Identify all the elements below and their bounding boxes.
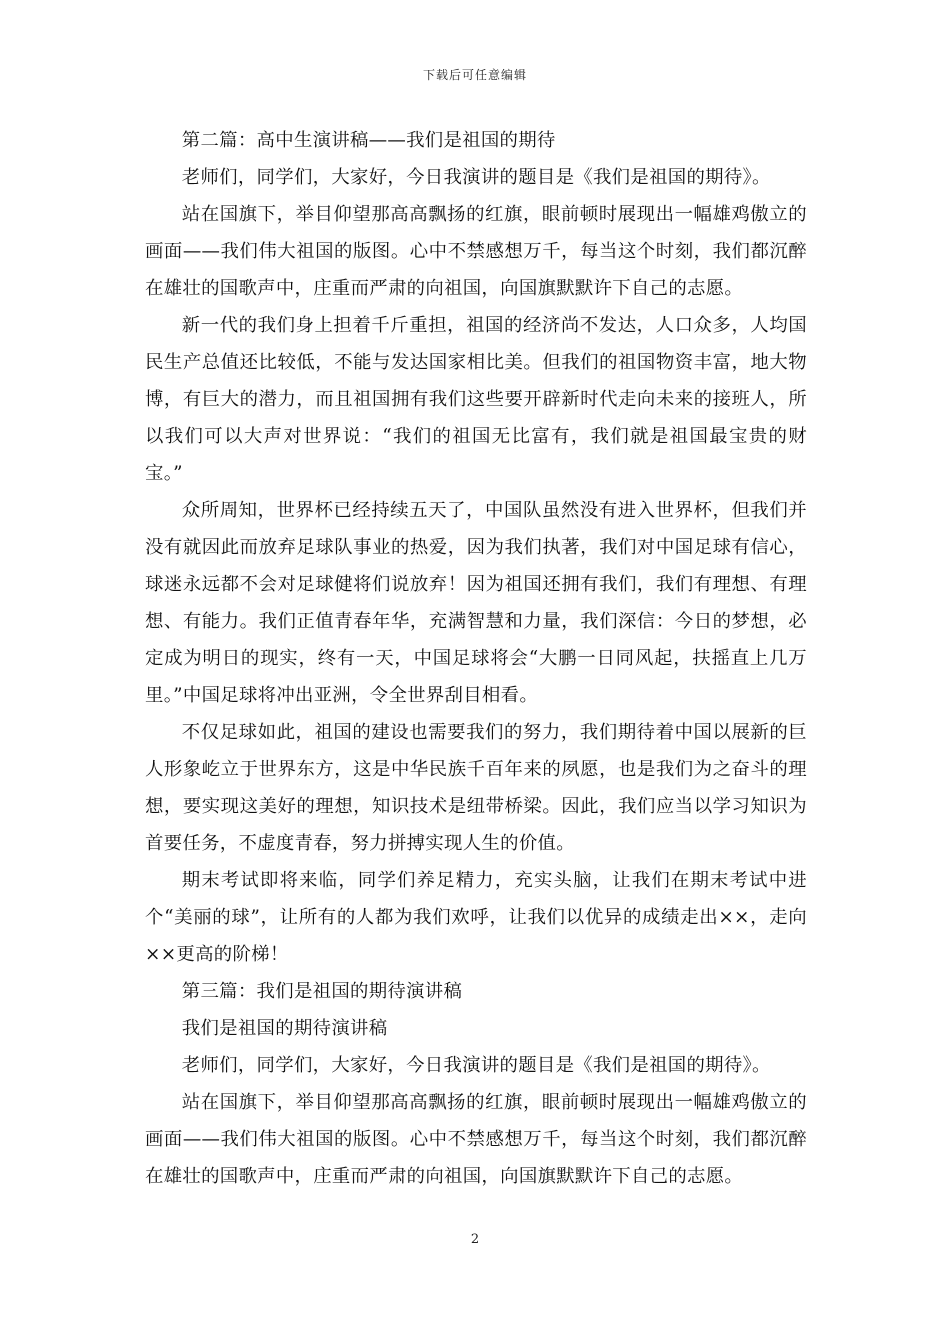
paragraph: 老师们，同学们，大家好，今日我演讲的题目是《我们是祖国的期待》。 xyxy=(181,167,771,188)
page-header-note: 下载后可任意编辑 xyxy=(422,68,527,82)
paragraph: 期末考试即将来临，同学们养足精力，充实头脑，让我们在期末考试中进个“美丽的球”，让所有的人都为我们欢呼，让我们以优异的成绩走出××，走向××更高的阶梯！ xyxy=(145,870,807,965)
page-number: 2 xyxy=(470,1232,480,1247)
paragraph: 站在国旗下，举目仰望那高高飘扬的红旗，眼前顿时展现出一幅雄鸡傲立的画面——我们伟大祖国的版图。心中不禁感想万千，每当这个时刻，我们都沉醉在雄壮的国歌声中，庄重而严肃的向祖国，向国旗默默许下自己的志愿。 xyxy=(145,204,807,299)
section-title-part-2: 第二篇：高中生演讲稿——我们是祖国的期待 xyxy=(181,130,556,151)
paragraph: 老师们，同学们，大家好，今日我演讲的题目是《我们是祖国的期待》。 xyxy=(181,1055,771,1076)
paragraph: 站在国旗下，举目仰望那高高飘扬的红旗，眼前顿时展现出一幅雄鸡傲立的画面——我们伟大祖国的版图。心中不禁感想万千，每当这个时刻，我们都沉醉在雄壮的国歌声中，庄重而严肃的向祖国，向国旗默默许下自己的志愿。 xyxy=(145,1092,807,1187)
paragraph: 众所周知，世界杯已经持续五天了，中国队虽然没有进入世界杯，但我们并没有就因此而放弃足球队事业的热爱，因为我们执著，我们对中国足球有信心，球迷永远都不会对足球健将们说放弃！因为祖国还拥有我们，我们有理想、有理想、有能力。我们正值青春年华，充满智慧和力量，我们深信：今日的梦想，必定成为明日的现实，终有一天，中国足球将会“大鹏一日同风起，扶摇直上几万里。”中国足球将冲出亚洲，令全世界刮目相看。 xyxy=(145,500,807,706)
paragraph: 不仅足球如此，祖国的建设也需要我们的努力，我们期待着中国以展新的巨人形象屹立于世界东方，这是中华民族千百年来的夙愿，也是我们为之奋斗的理想，要实现这美好的理想，知识技术是纽带桥梁。因此，我们应当以学习知识为首要任务，不虚度青春，努力拼搏实现人生的价值。 xyxy=(145,722,807,854)
paragraph: 新一代的我们身上担着千斤重担，祖国的经济尚不发达，人口众多，人均国民生产总值还比较低，不能与发达国家相比美。但我们的祖国物资丰富，地大物博，有巨大的潜力，而且祖国拥有我们这些要开辟新时代走向未来的接班人，所以我们可以大声对世界说：“我们的祖国无比富有，我们就是祖国最宝贵的财宝。” xyxy=(145,315,807,484)
document-body xyxy=(145,122,807,1195)
section-title-part-3: 第三篇：我们是祖国的期待演讲稿 xyxy=(181,981,463,1002)
speech-title: 我们是祖国的期待演讲稿 xyxy=(181,1018,388,1039)
